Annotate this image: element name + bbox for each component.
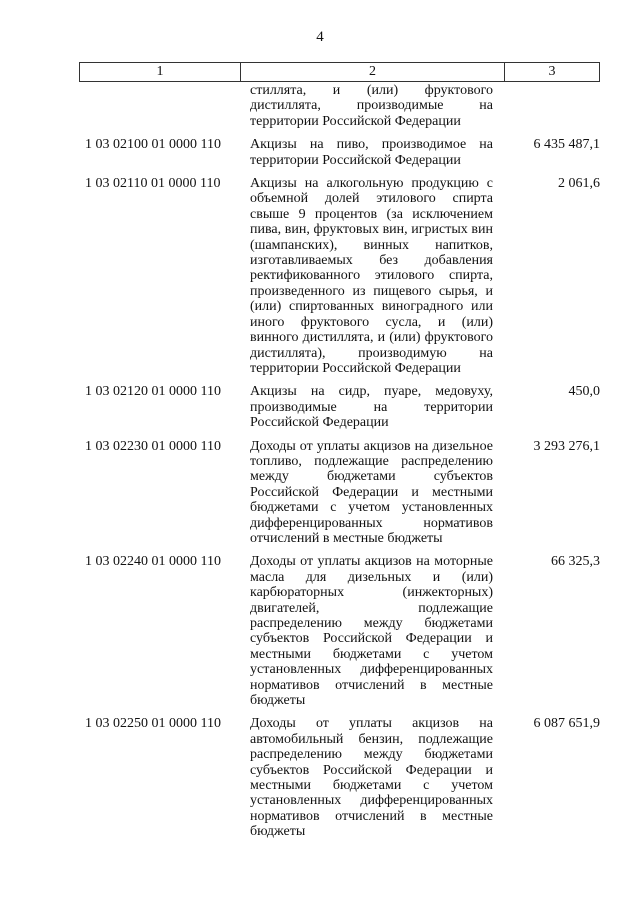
row-description: Доходы от уплаты акцизов на автомобильный бензин, подлежащие распределению между бюджетами субъектов Российской Федерации и местными бюджетами с учетом установленных дифференцированных нормативов отчислений в местные бюджеты bbox=[250, 716, 493, 840]
row-amount: 2 061,6 bbox=[558, 176, 600, 192]
page-number: 4 bbox=[316, 29, 324, 45]
header-col-1: 1 bbox=[80, 63, 241, 81]
row-amount: 6 087 651,9 bbox=[533, 716, 600, 732]
row-description: Доходы от уплаты акцизов на дизельное топливо, подлежащие распределению между бюджетами субъектов Российской Федерации и местными бюджетами с учетом установленных дифференцированных нормативов отчислений в местные бюджеты bbox=[250, 438, 493, 546]
table-row bbox=[79, 176, 600, 376]
row-code: 1 03 02120 01 0000 110 bbox=[85, 384, 221, 400]
table-body bbox=[79, 83, 600, 840]
row-code: 1 03 02110 01 0000 110 bbox=[85, 176, 221, 192]
row-description: Доходы от уплаты акцизов на моторные масла для дизельных и (или) карбюраторных (инжекторных) двигателей, подлежащие распределению между бюджетами субъектов Российской Федерации и местными бюджетами с учетом установленных дифференцированных нормативов отчислений в местные бюджеты bbox=[250, 554, 493, 709]
row-code: 1 03 02230 01 0000 110 bbox=[85, 438, 221, 454]
row-amount: 66 325,3 bbox=[551, 554, 600, 570]
row-code bbox=[79, 83, 250, 129]
table-row bbox=[79, 83, 600, 129]
row-amount bbox=[493, 83, 600, 129]
row-description: Акцизы на сидр, пуаре, медовуху, производимые на территории Российской Федерации bbox=[250, 384, 493, 431]
row-code: 1 03 02250 01 0000 110 bbox=[85, 716, 221, 732]
table-row bbox=[79, 137, 600, 168]
table-row bbox=[79, 384, 600, 430]
table-row bbox=[79, 554, 600, 708]
row-code: 1 03 02240 01 0000 110 bbox=[85, 554, 221, 570]
row-description: Акцизы на пиво, производимое на территории Российской Федерации bbox=[250, 137, 493, 168]
row-description: Акцизы на алкогольную продукцию с объемной долей этилового спирта свыше 9 процентов (за исключением пива, вин, фруктовых вин, игристых вин (шампанских), винных напитков, изготавливаемых без добавления ректификованного этилового спирта, произведенного из пищевого сырья, и (или) спиртованных виноградного или иного фруктового сусла, и (или) винного дистиллята, и (или) фруктового дистиллята), производимую на территории Российской Федерации bbox=[250, 176, 493, 376]
table-row bbox=[79, 716, 600, 839]
row-code: 1 03 02100 01 0000 110 bbox=[85, 137, 221, 153]
header-col-3: 3 bbox=[548, 64, 556, 79]
row-description: стиллята, и (или) фруктового дистиллята, производимые на территории Российской Федерации bbox=[250, 83, 493, 129]
row-amount: 6 435 487,1 bbox=[533, 137, 600, 153]
row-amount: 3 293 276,1 bbox=[533, 438, 600, 454]
header-col-2: 2 bbox=[241, 63, 505, 81]
table-header bbox=[79, 62, 600, 82]
row-amount: 450,0 bbox=[568, 384, 600, 400]
table-row bbox=[79, 439, 600, 547]
